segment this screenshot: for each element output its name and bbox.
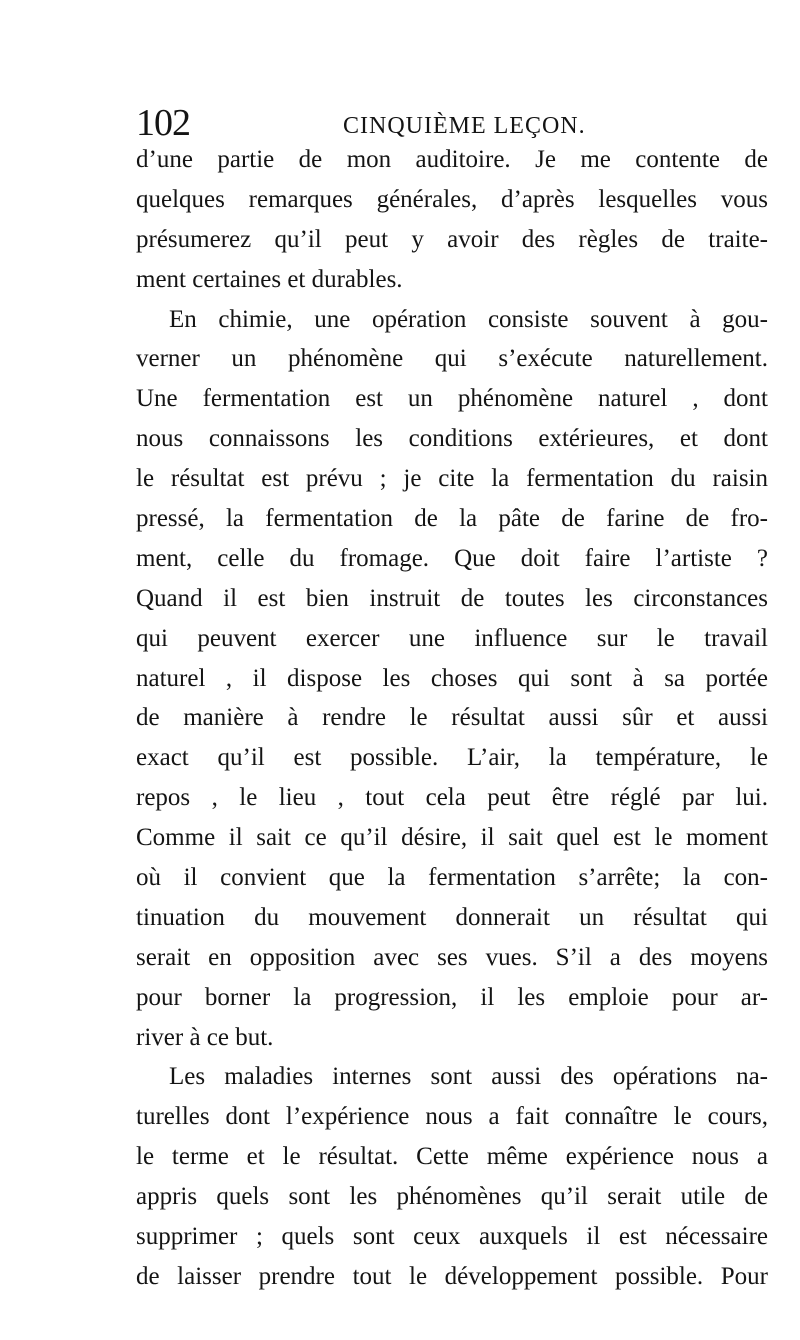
text-line: appris quels sont les phénomènes qu’il serait utile de: [136, 1183, 768, 1211]
text-line: où il convient que la fermentation s’arrête; la con-: [136, 864, 768, 892]
running-title: CINQUIÈME LEÇON.: [343, 113, 586, 139]
text-line: pressé, la fermentation de la pâte de farine de fro-: [136, 505, 768, 533]
text-line: repos , le lieu , tout cela peut être réglé par lui.: [136, 784, 768, 812]
text-line: supprimer ; quels sont ceux auxquels il est nécessaire: [136, 1223, 768, 1251]
text-line: Comme il sait ce qu’il désire, il sait quel est le moment: [136, 824, 768, 852]
text-line: Une fermentation est un phénomène naturel , dont: [136, 385, 768, 413]
text-line: de laisser prendre tout le développement possible. Pour: [136, 1262, 768, 1290]
paragraph-2: [136, 300, 768, 1058]
text-line: En chimie, une opération consiste souvent à gou-: [169, 305, 768, 333]
paragraph-1: [136, 140, 768, 300]
text-line: ment certaines et durables.: [136, 265, 403, 293]
text-line: tinuation du mouvement donnerait un résultat qui: [136, 903, 768, 931]
text-line: d’une partie de mon auditoire. Je me contente de: [136, 146, 768, 173]
text-line: naturel , il dispose les choses qui sont à sa portée: [136, 664, 768, 692]
paragraph-3: [136, 1057, 768, 1296]
text-line: river à ce but.: [136, 1023, 274, 1051]
text-line: nous connaissons les conditions extérieures, et dont: [136, 425, 768, 453]
text-line: présumerez qu’il peut y avoir des règles de traite-: [136, 225, 768, 253]
text-line: verner un phénomène qui s’exécute naturellement.: [136, 345, 768, 373]
body-text: [136, 140, 768, 1297]
text-line: turelles dont l’expérience nous a fait connaître le cours,: [136, 1103, 768, 1131]
text-line: qui peuvent exercer une influence sur le travail: [136, 624, 768, 652]
text-line: quelques remarques générales, d’après lesquelles vous: [136, 185, 768, 213]
text-line: Les maladies internes sont aussi des opérations na-: [169, 1063, 768, 1091]
text-line: le résultat est prévu ; je cite la fermentation du raisin: [136, 465, 768, 493]
text-line: le terme et le résultat. Cette même expérience nous a: [136, 1143, 768, 1171]
text-line: exact qu’il est possible. L’air, la température, le: [136, 744, 768, 772]
text-line: de manière à rendre le résultat aussi sûr et aussi: [136, 704, 768, 732]
page-number: 102: [136, 102, 190, 144]
text-line: ment, celle du fromage. Que doit faire l’artiste ?: [136, 544, 768, 572]
text-line: pour borner la progression, il les emploie pour ar-: [136, 983, 768, 1011]
text-line: serait en opposition avec ses vues. S’il a des moyens: [136, 943, 768, 971]
text-line: Quand il est bien instruit de toutes les circonstances: [136, 584, 768, 612]
